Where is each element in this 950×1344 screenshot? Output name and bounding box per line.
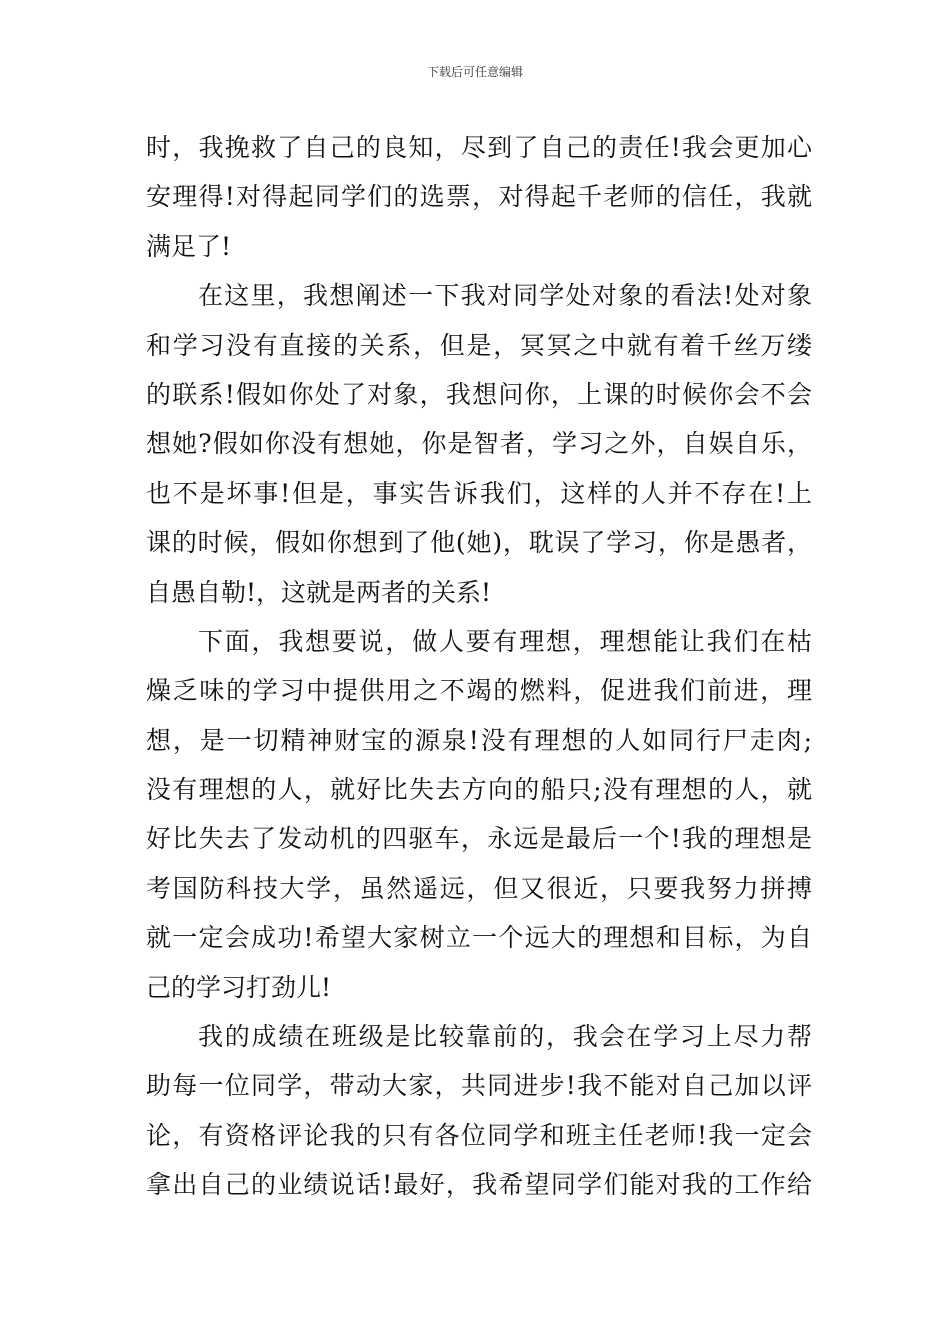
text-line: 想，是一切精神财宝的源泉!没有理想的人如同行尸走肉; — [146, 725, 812, 755]
text-line: 就一定会成功!希望大家树立一个远大的理想和目标，为自 — [146, 923, 812, 953]
text-line: 考国防科技大学，虽然遥远，但又很近，只要我努力拼搏 — [146, 873, 812, 903]
text-line: 满足了! — [146, 231, 232, 261]
text-line: 助每一位同学，带动大家，共同进步!我不能对自己加以评 — [146, 1071, 812, 1101]
document-body — [146, 123, 812, 1210]
text-line: 的联系!假如你处了对象，我想问你，上课的时候你会不会 — [146, 379, 812, 409]
page-header: 下载后可任意编辑 — [426, 65, 523, 79]
paragraph-first-line: 我的成绩在班级是比较靠前的，我会在学习上尽力帮 — [198, 1022, 812, 1052]
text-line: 好比失去了发动机的四驱车，永远是最后一个!我的理想是 — [146, 824, 812, 854]
text-line: 没有理想的人，就好比失去方向的船只;没有理想的人，就 — [146, 775, 812, 805]
paragraph-first-line: 下面，我想要说，做人要有理想，理想能让我们在枯 — [198, 626, 812, 656]
text-line: 自愚自勒!，这就是两者的关系! — [146, 577, 492, 607]
paragraph-first-line: 在这里，我想阐述一下我对同学处对象的看法!处对象 — [198, 281, 812, 311]
text-line: 和学习没有直接的关系，但是，冥冥之中就有着千丝万缕 — [146, 330, 812, 360]
text-line: 论，有资格评论我的只有各位同学和班主任老师!我一定会 — [146, 1120, 812, 1150]
text-line: 课的时候，假如你想到了他(她)，耽误了学习，你是愚者， — [146, 528, 812, 558]
text-line: 燥乏味的学习中提供用之不竭的燃料，促进我们前进，理 — [146, 676, 812, 706]
text-line: 安理得!对得起同学们的选票，对得起千老师的信任，我就 — [146, 182, 812, 212]
text-line: 拿出自己的业绩说话!最好，我希望同学们能对我的工作给 — [146, 1170, 812, 1200]
text-line: 时，我挽救了自己的良知，尽到了自己的责任!我会更加心 — [146, 133, 812, 162]
text-line: 己的学习打劲儿! — [146, 972, 332, 1002]
text-line: 也不是坏事!但是，事实告诉我们，这样的人并不存在!上 — [146, 478, 812, 508]
text-line: 想她?假如你没有想她，你是智者，学习之外，自娱自乐， — [146, 429, 812, 459]
